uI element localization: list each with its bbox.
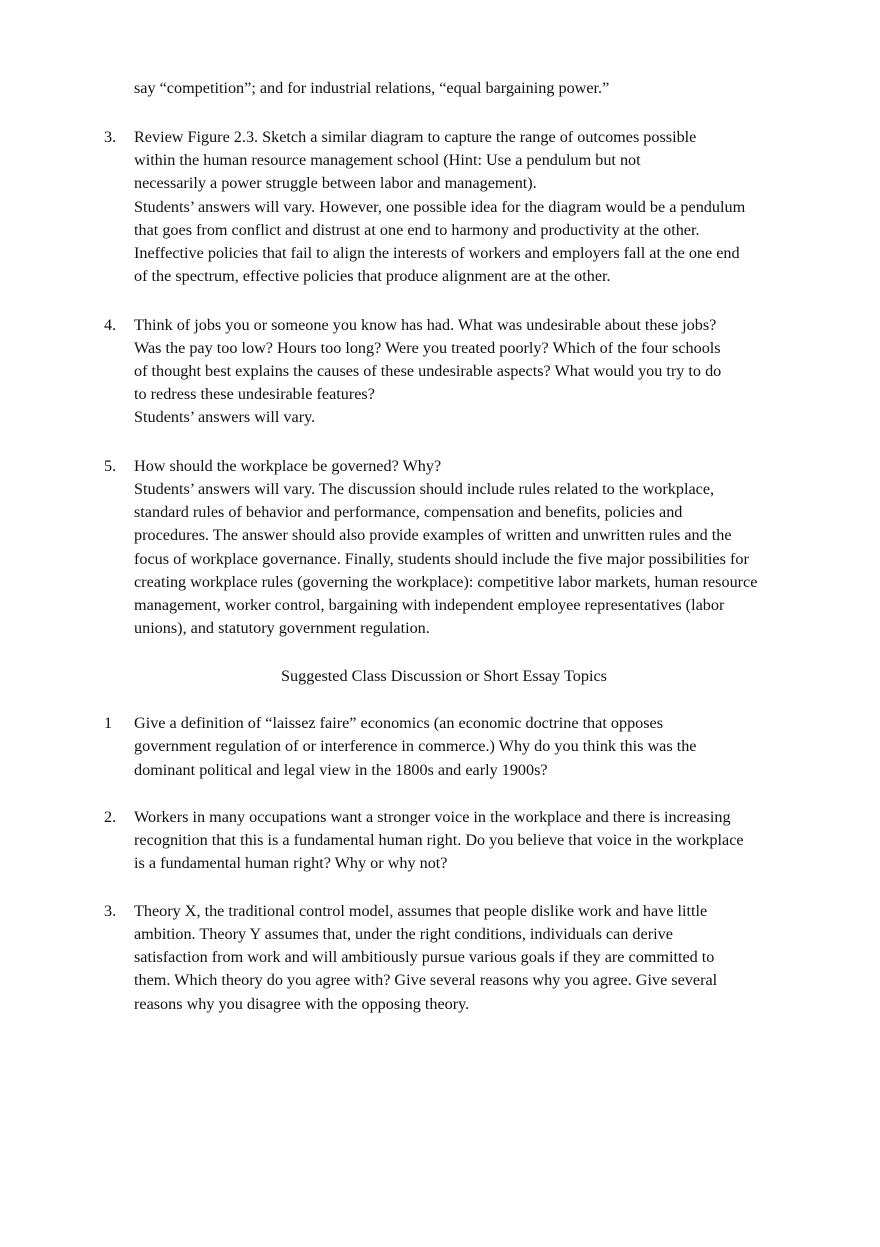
- question-text-line: necessarily a power struggle between labor and management).: [134, 174, 537, 192]
- topic-text-line: them. Which theory do you agree with? Give several reasons why you agree. Give several: [134, 971, 718, 989]
- answer-text-line: unions), and statutory government regulation.: [134, 619, 430, 637]
- topic-text-line: Give a definition of “laissez faire” economics (an economic doctrine that opposes: [134, 714, 664, 732]
- topic-text-line: recognition that this is a fundamental human right. Do you believe that voice in the workplace: [134, 831, 744, 849]
- question-text-line: to redress these undesirable features?: [134, 385, 375, 403]
- question-text-line: Think of jobs you or someone you know has had. What was undesirable about these jobs?: [134, 316, 717, 334]
- question-text-line: within the human resource management school (Hint: Use a pendulum but not: [134, 151, 641, 169]
- topic-text-line: government regulation of or interference in commerce.) Why do you think this was the: [134, 737, 697, 755]
- answer-text-line: Students’ answers will vary. The discussion should include rules related to the workplace,: [134, 480, 715, 498]
- question-number: 5.: [104, 457, 117, 475]
- answer-text-line: of the spectrum, effective policies that produce alignment are at the other.: [134, 267, 611, 285]
- topic-number: 2.: [104, 808, 117, 826]
- topic-text-line: Workers in many occupations want a stronger voice in the workplace and there is increasing: [134, 808, 731, 826]
- question-number: 4.: [104, 316, 117, 334]
- question-number: 3.: [104, 128, 117, 146]
- answer-text-line: Ineffective policies that fail to align the interests of workers and employers fall at the one end: [134, 244, 740, 262]
- answer-text-line: that goes from conflict and distrust at one end to harmony and productivity at the other.: [134, 221, 700, 239]
- topic-text-line: Theory X, the traditional control model, assumes that people dislike work and have little: [134, 902, 708, 920]
- answer-text-line: creating workplace rules (governing the workplace): competitive labor markets, human resource: [134, 573, 758, 591]
- topic-number: 3.: [104, 902, 117, 920]
- topic-number: 1: [104, 714, 113, 732]
- answer-text-line: standard rules of behavior and performance, compensation and benefits, policies and: [134, 503, 683, 521]
- topic-text-line: satisfaction from work and will ambitiously pursue various goals if they are committed to: [134, 948, 715, 966]
- question-text-line: Review Figure 2.3. Sketch a similar diagram to capture the range of outcomes possible: [134, 128, 697, 146]
- answer-text-line: Students’ answers will vary. However, one possible idea for the diagram would be a pendulum: [134, 198, 746, 216]
- question-text-line: of thought best explains the causes of these undesirable aspects? What would you try to do: [134, 362, 722, 380]
- answer-text-line: management, worker control, bargaining with independent employee representatives (labor: [134, 596, 725, 614]
- topic-text-line: ambition. Theory Y assumes that, under the right conditions, individuals can derive: [134, 925, 673, 943]
- topic-text-line: reasons why you disagree with the opposing theory.: [134, 995, 470, 1013]
- answer-text-line: Students’ answers will vary.: [134, 408, 316, 426]
- answer-text-line: procedures. The answer should also provide examples of written and unwritten rules and the: [134, 526, 732, 544]
- question-text-line: Was the pay too low? Hours too long? Were you treated poorly? Which of the four schools: [134, 339, 721, 357]
- topic-text-line: dominant political and legal view in the 1800s and early 1900s?: [134, 761, 548, 779]
- answer-text-line: focus of workplace governance. Finally, students should include the five major possibilities for: [134, 550, 749, 568]
- intro-line: say “competition”; and for industrial relations, “equal bargaining power.”: [134, 79, 610, 97]
- topic-text-line: is a fundamental human right? Why or why not?: [134, 854, 448, 872]
- question-text-line: How should the workplace be governed? Why?: [134, 457, 442, 475]
- section-heading: Suggested Class Discussion or Short Essay Topics: [281, 667, 607, 685]
